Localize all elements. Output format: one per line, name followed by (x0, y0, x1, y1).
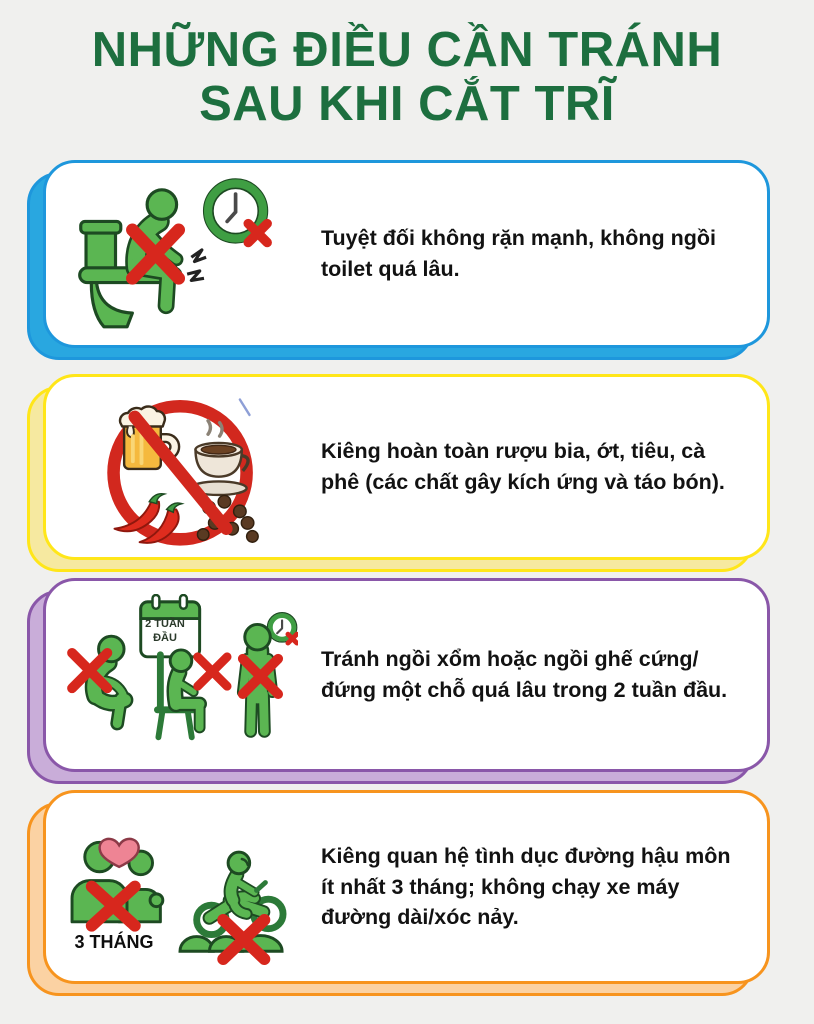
card-text: Tránh ngồi xổm hoặc ngồi ghế cứng/đứng một chỗ quá lâu trong 2 tuần đầu. (321, 647, 728, 702)
card-text: Kiêng quan hệ tình dục đường hậu môn ít nhất 3 tháng; không chạy xe máy đường dài/xóc nảy. (321, 843, 731, 930)
card-text: Tuyệt đối không rặn mạnh, không ngồi toilet quá lâu. (321, 226, 716, 281)
card-avoid-postures (43, 578, 770, 772)
card-body (43, 578, 770, 772)
page-title-line2: SAU KHI CẮT TRĨ (199, 76, 615, 131)
card-avoid-sex-motorbike (43, 790, 770, 984)
toilet-clock-icon (62, 173, 307, 335)
no-beer-coffee-chili-icon (62, 386, 307, 548)
card-body (43, 374, 770, 560)
prohibition-illustration (76, 386, 288, 548)
card-no-straining (43, 160, 770, 348)
card-text: Kiêng hoàn toàn rượu bia, ớt, tiêu, cà phê (các chất gây kích ứng và táo bón). (321, 439, 725, 494)
card-body (43, 160, 770, 348)
page-title (0, 24, 814, 132)
no-couple-no-motorbike-icon (62, 806, 307, 968)
pen-mark-artifact (240, 400, 250, 415)
card-body (43, 790, 770, 984)
no-squat-sit-stand-icon (62, 594, 307, 756)
card-avoid-irritants (43, 374, 770, 560)
duration-label: 3 THÁNG (74, 932, 154, 952)
toilet-clock-illustration (62, 173, 287, 331)
calendar-label: 2 TUẦN ĐẦU (145, 618, 185, 644)
page-title-line1: NHỮNG ĐIỀU CẦN TRÁNH (91, 23, 723, 77)
